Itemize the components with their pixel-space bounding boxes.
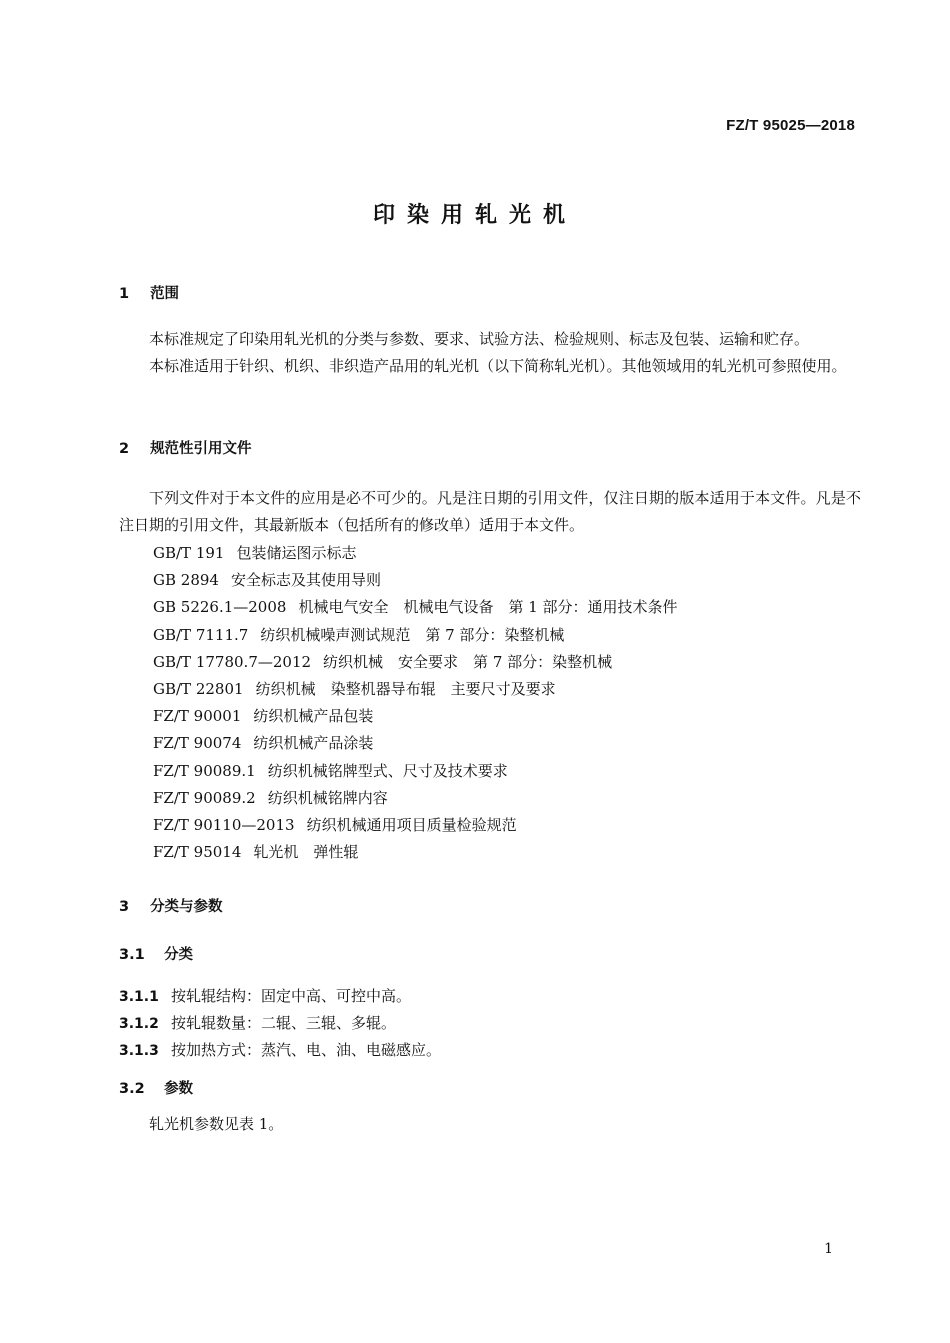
item-text: 按轧辊数量：二辊、三辊、多辊。 — [171, 1014, 397, 1032]
reference-list — [153, 540, 678, 866]
section-number: 3 — [119, 899, 130, 915]
subsection-title: 分类 — [164, 947, 194, 963]
reference-code: FZ/T 90089.2 — [153, 788, 256, 807]
reference-code: GB/T 17780.7—2012 — [153, 652, 312, 671]
reference-title: 轧光机 弹性辊 — [253, 843, 359, 862]
classification-item — [119, 1012, 396, 1033]
reference-title: 纺织机械通用项目质量检验规范 — [306, 815, 517, 834]
section-1-heading — [119, 282, 179, 303]
reference-code: GB 2894 — [153, 571, 219, 590]
subsection-number: 3.1 — [119, 947, 145, 963]
parameters-paragraph: 轧光机参数见表 1。 — [149, 1115, 284, 1133]
reference-item — [153, 649, 678, 676]
reference-item — [153, 676, 678, 703]
reference-title: 纺织机械铭牌内容 — [267, 788, 388, 807]
classification-item — [119, 1039, 441, 1060]
reference-title: 纺织机械 安全要求 第 7 部分：染整机械 — [323, 652, 613, 671]
reference-item — [153, 812, 678, 839]
section-title: 范围 — [150, 286, 180, 302]
document-title: 印染用轧光机 — [372, 203, 577, 228]
item-number: 3.1.3 — [119, 1043, 159, 1059]
item-number: 3.1.1 — [119, 989, 159, 1005]
item-text: 按加热方式：蒸汽、电、油、电磁感应。 — [171, 1041, 442, 1059]
references-intro: 下列文件对于本文件的应用是必不可少的。凡是注日期的引用文件，仅注日期的版本适用于本文件。凡是不注日期的引用文件，其最新版本（包括所有的修改单）适用于本文件。 — [119, 489, 861, 534]
reference-title: 包装储运图示标志 — [236, 544, 357, 562]
reference-title: 安全标志及其使用导则 — [230, 571, 381, 590]
reference-code: GB 5226.1—2008 — [153, 598, 287, 617]
subsection-title: 参数 — [164, 1081, 194, 1097]
section-3-heading — [119, 895, 223, 916]
page-number: 1 — [824, 1241, 833, 1257]
subsection-3-1-heading — [119, 943, 193, 964]
reference-title: 纺织机械铭牌型式、尺寸及技术要求 — [267, 761, 508, 780]
item-number: 3.1.2 — [119, 1016, 159, 1032]
reference-title: 纺织机械产品包装 — [253, 707, 374, 726]
section-2-heading — [119, 437, 252, 458]
section-title: 规范性引用文件 — [150, 441, 252, 457]
reference-item — [153, 567, 678, 594]
reference-code: FZ/T 90074 — [153, 734, 242, 753]
item-text: 按轧辊结构：固定中高、可控中高。 — [171, 987, 412, 1005]
reference-item — [153, 839, 678, 866]
reference-code: GB/T 191 — [153, 544, 225, 562]
reference-code: FZ/T 90110—2013 — [153, 815, 295, 834]
standard-code: FZ/T 95025—2018 — [726, 117, 855, 134]
reference-code: FZ/T 90001 — [153, 707, 242, 726]
reference-title: 纺织机械产品涂装 — [253, 734, 374, 753]
reference-code: FZ/T 95014 — [153, 843, 242, 862]
reference-item — [153, 540, 678, 567]
reference-code: GB/T 7111.7 — [153, 625, 249, 644]
reference-item — [153, 758, 678, 785]
reference-item — [153, 594, 678, 621]
reference-item — [153, 703, 678, 730]
subsection-number: 3.2 — [119, 1081, 145, 1097]
reference-item — [153, 785, 678, 812]
section-number: 1 — [119, 286, 130, 302]
reference-title: 纺织机械噪声测试规范 第 7 部分：染整机械 — [260, 625, 565, 644]
reference-title: 机械电气安全 机械电气设备 第 1 部分：通用技术条件 — [298, 598, 678, 617]
reference-item — [153, 730, 678, 757]
reference-code: GB/T 22801 — [153, 679, 244, 698]
section-title: 分类与参数 — [150, 899, 223, 915]
section-number: 2 — [119, 441, 130, 457]
reference-item — [153, 622, 678, 649]
scope-paragraph-1: 本标准规定了印染用轧光机的分类与参数、要求、试验方法、检验规则、标志及包装、运输和贮存。 — [149, 330, 810, 348]
reference-code: FZ/T 90089.1 — [153, 761, 256, 780]
scope-paragraph-2: 本标准适用于针织、机织、非织造产品用的轧光机（以下简称轧光机）。其他领域用的轧光机可参照使用。 — [149, 357, 847, 375]
subsection-3-2-heading — [119, 1077, 193, 1098]
reference-title: 纺织机械 染整机器导布辊 主要尺寸及要求 — [255, 679, 556, 698]
classification-item — [119, 985, 411, 1006]
